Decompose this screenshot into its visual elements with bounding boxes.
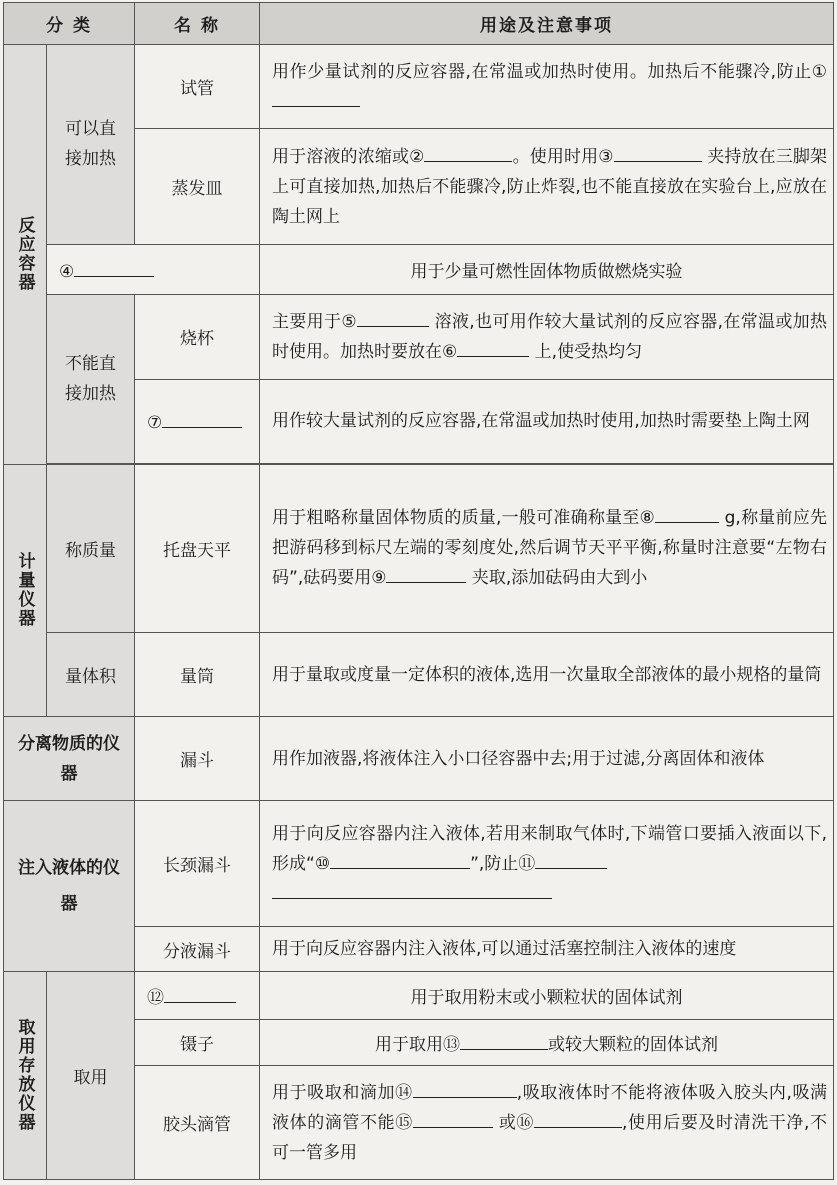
usage-evaporating-dish: 用于溶液的浓缩或② 。使用时用③ 夹持放在三脚架上可直接加热,加热后不能骤冷,防止炸裂,也不能直接放在实验台上,应放在陶土网上 [260,129,834,245]
subgroup-volume: 量体积 [47,632,135,716]
name-blank-12: ⑫ [135,971,260,1019]
group-take: 取用存放仪器 [4,971,47,1179]
name-test-tube: 试管 [135,45,260,129]
usage-funnel: 用作加液器,将液体注入小口径容器中去;用于过滤,分离固体和液体 [260,717,834,801]
usage-dropper: 用于吸取和滴加⑭ ,吸取液体时不能将液体吸入胶头内,吸满液体的滴管不能⑮ 或⑯ ,使用后要及时清洗干净,不可一管多用 [260,1066,834,1180]
table-row [4,801,834,927]
subgroup-mass: 称质量 [47,464,135,632]
table-row [4,244,834,294]
group-measure: 计量仪器 [4,464,47,716]
subgroup-indirect: 不能直接加热 [47,295,135,463]
header-name: 名 称 [135,3,260,45]
header-category: 分 类 [4,3,135,45]
usage-separatory-funnel: 用于向反应容器内注入液体,可以通过活塞控制注入液体的速度 [260,927,834,971]
usage-blank-12: 用于取用粉末或小颗粒状的固体试剂 [260,971,834,1019]
table-row [4,971,834,1019]
group-reaction: 反应容器 [4,45,47,465]
usage-cylinder: 用于量取或度量一定体积的液体,选用一次量取全部液体的最小规格的量筒 [260,632,834,716]
instrument-table [3,2,834,1180]
name-funnel: 漏斗 [135,717,260,801]
name-cylinder: 量筒 [135,632,260,716]
name-separatory-funnel: 分液漏斗 [135,927,260,971]
table-row [4,295,834,379]
group-inject: 注入液体的仪器 [4,801,135,971]
name-dropper: 胶头滴管 [135,1066,260,1180]
usage-test-tube: 用作少量试剂的反应容器,在常温或加热时使用。加热后不能骤冷,防止① [260,45,834,129]
header-usage: 用途及注意事项 [260,3,834,45]
table-row [4,464,834,632]
name-evaporating-dish: 蒸发皿 [135,129,260,245]
subgroup-take: 取用 [47,971,135,1179]
name-balance: 托盘天平 [135,464,260,632]
usage-long-funnel: 用于向反应容器内注入液体,若用来制取气体时,下端管口要插入液面以下,形成“⑩ ”,防止⑪ [260,801,834,927]
table-header-row [4,3,834,45]
table-row [4,632,834,716]
usage-balance: 用于粗略称量固体物质的质量,一般可准确称量至⑧ g,称量前应先把游码移到标尺左端的零刻度处,然后调节天平平衡,称量时注意要“左物右码”,砝码要用⑨ 夹取,添加砝码由大到小 [260,464,834,632]
usage-tweezers: 用于取用⑬ 或较大颗粒的固体试剂 [260,1020,834,1066]
subgroup-direct: 可以直接加热 [47,45,135,245]
name-blank-7: ⑦ [135,379,260,463]
group-separate: 分离物质的仪器 [4,717,135,801]
usage-beaker: 主要用于⑤ 溶液,也可用作较大量试剂的反应容器,在常温或加热时使用。加热时要放在⑥ 上,使受热均匀 [260,295,834,379]
usage-blank-7: 用作较大量试剂的反应容器,在常温或加热时使用,加热时需要垫上陶土网 [260,379,834,463]
name-blank-4: ④ [47,244,260,294]
usage-blank-4: 用于少量可燃性固体物质做燃烧实验 [260,244,834,294]
table-row [4,45,834,129]
name-long-funnel: 长颈漏斗 [135,801,260,927]
name-tweezers: 镊子 [135,1020,260,1066]
name-beaker: 烧杯 [135,295,260,379]
table-row [4,717,834,801]
